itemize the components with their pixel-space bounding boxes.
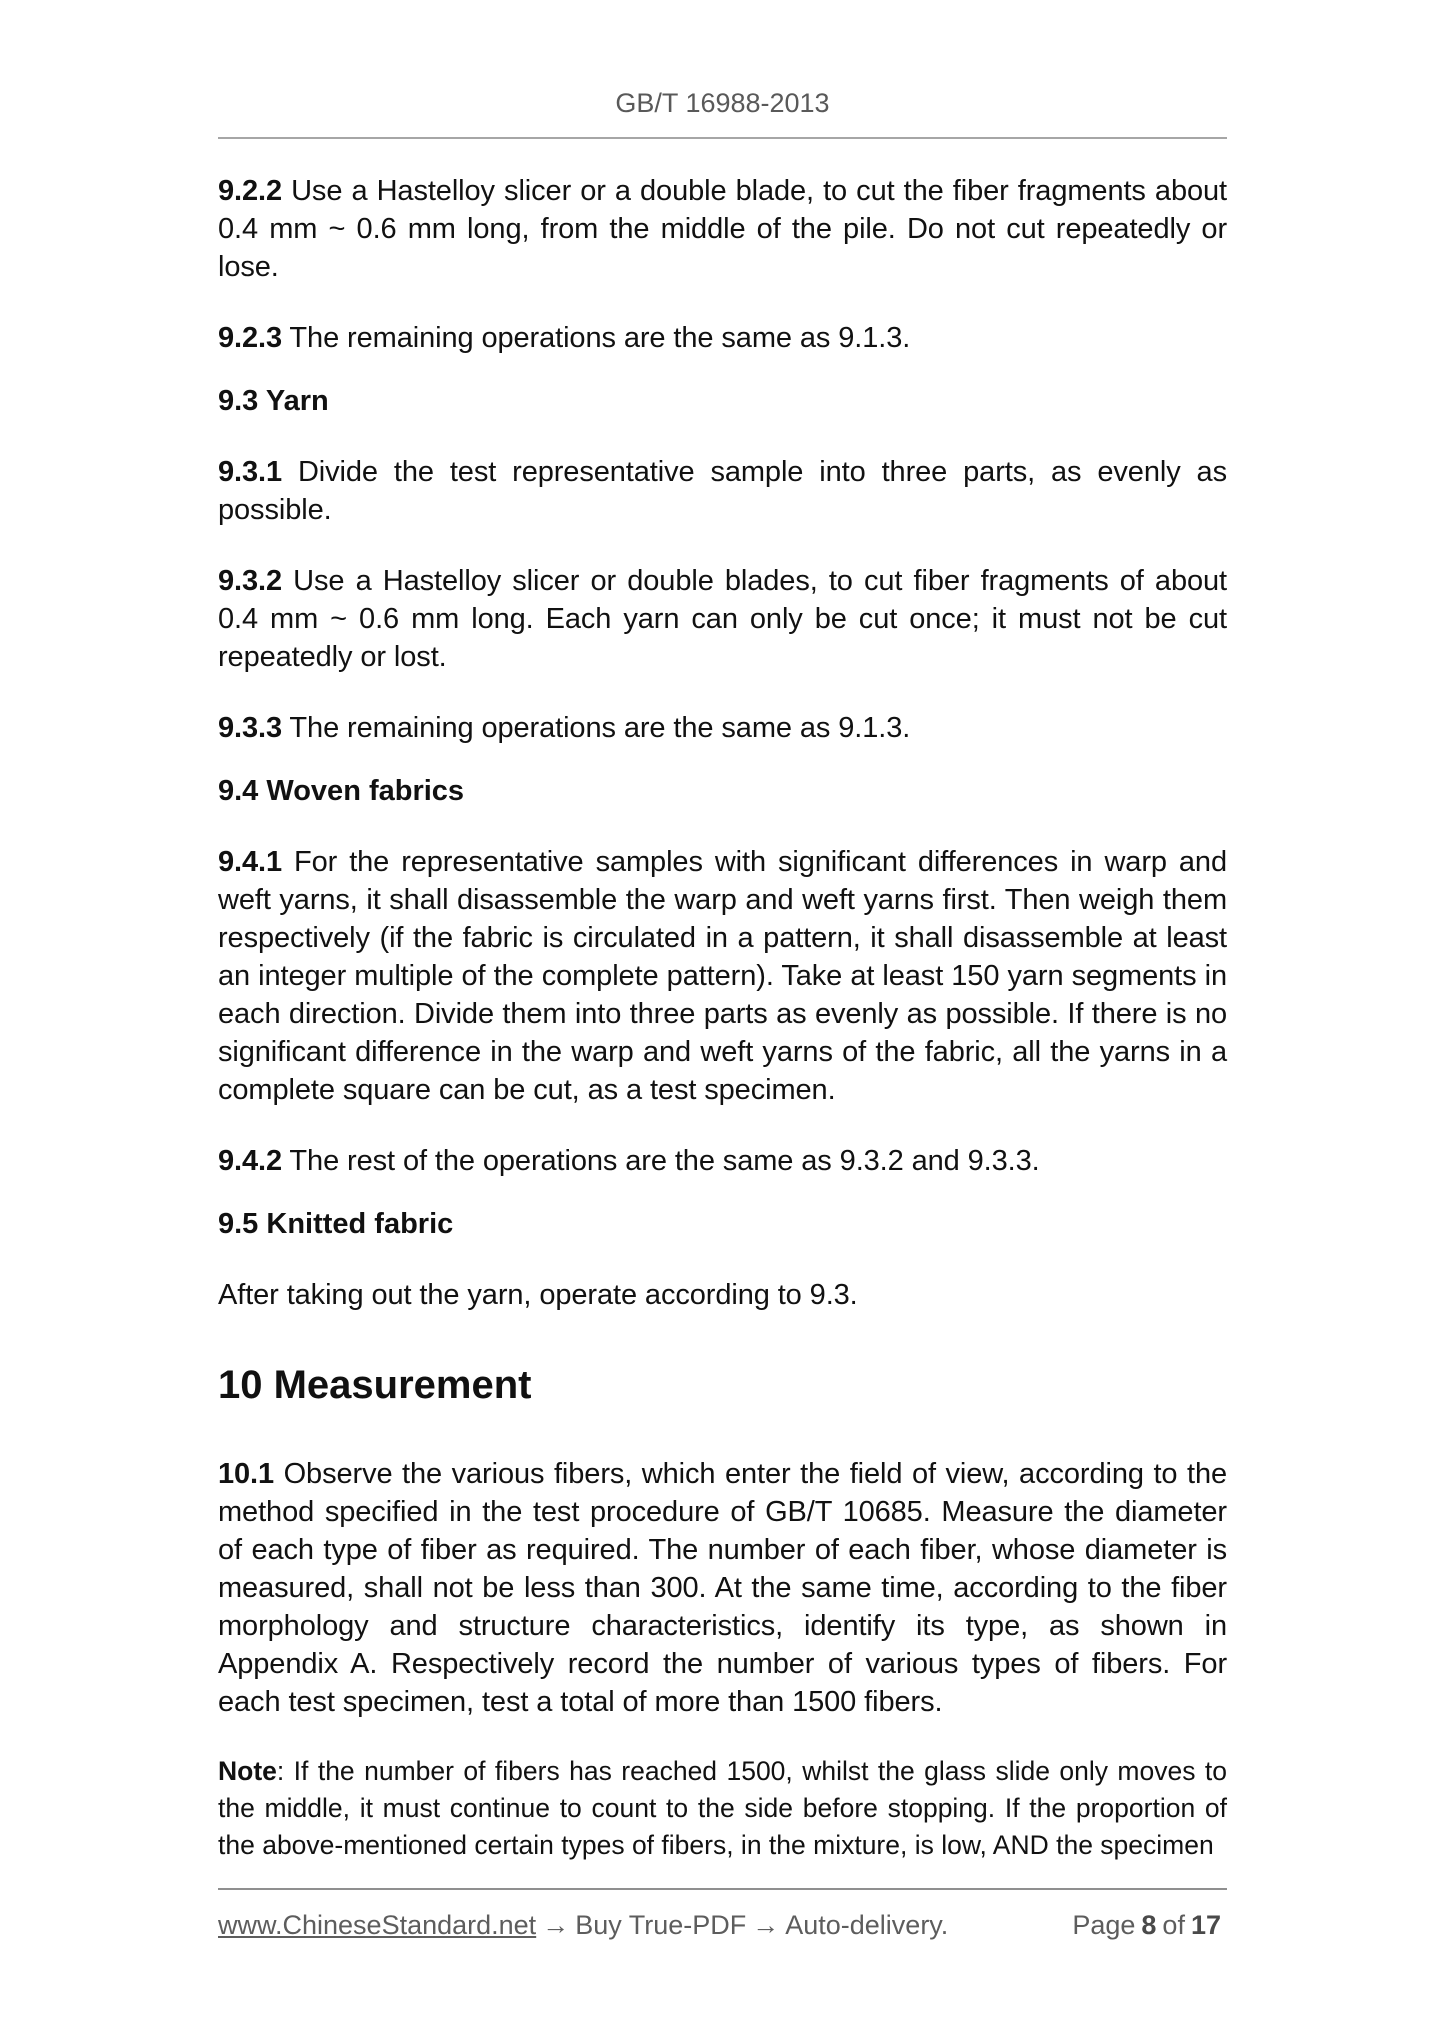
paragraph-9-3-1: [218, 453, 1227, 529]
footer-action-buy: Buy True-PDF: [575, 1910, 747, 1940]
section-number: 9.3.2: [218, 565, 282, 597]
section-text: The remaining operations are the same as 9.1.3.: [282, 712, 911, 744]
paragraph-9-3-2: [218, 562, 1227, 676]
note-paragraph: [218, 1753, 1227, 1864]
section-number: 9.2.3: [218, 322, 282, 354]
section-text: Observe the various fibers, which enter the field of view, according to the method specified in the test procedure of GB/T 10685. Measure the diameter of each type of fiber as required. The number of each fiber, whose diameter is measured, shall not be less than 300. At the same time, according to the fiber morphology and structure characteristics, identify its type, as shown in Appendix A. Respectively record the number of various types of fibers. For each test specimen, test a total of more than 1500 fibers.: [218, 1458, 1227, 1718]
paragraph-9-5-body: [218, 1276, 1227, 1314]
footer-divider: [218, 1888, 1227, 1890]
paragraph-9-4-1: [218, 843, 1227, 1109]
section-number: 9.2.2: [218, 175, 282, 207]
section-number: 9.4.1: [218, 846, 282, 878]
note-label: Note: [218, 1756, 277, 1786]
section-text: After taking out the yarn, operate according to 9.3.: [218, 1279, 858, 1311]
arrow-icon: →: [542, 1910, 570, 1940]
heading-9-5-knitted-fabric: 9.5 Knitted fabric: [218, 1208, 454, 1240]
arrow-icon: →: [752, 1910, 780, 1940]
paragraph-9-2-3: [218, 319, 1227, 357]
section-number: 9.3.3: [218, 712, 282, 744]
section-text: The rest of the operations are the same as 9.3.2 and 9.3.3.: [282, 1145, 1040, 1177]
section-text: Use a Hastelloy slicer or a double blade, to cut the fiber fragments about 0.4 mm ~ 0.6 mm long, from the middle of the pile. Do not cut repeatedly or lose.: [218, 175, 1227, 283]
note-text: : If the number of fibers has reached 1500, whilst the glass slide only moves to the middle, it must continue to count to the side before stopping. If the proportion of the above-mentioned certain types of fibers, in the mixture, is low, AND the specimen: [218, 1756, 1227, 1860]
current-page-number: 8: [1141, 1910, 1157, 1940]
page-label: Page: [1072, 1910, 1136, 1940]
paragraph-9-3-3: [218, 709, 1227, 747]
section-text: The remaining operations are the same as 9.1.3.: [282, 322, 911, 354]
total-page-number: 17: [1190, 1910, 1221, 1940]
document-body: [218, 172, 1227, 1864]
heading-9-4-woven-fabrics: 9.4 Woven fabrics: [218, 775, 465, 807]
footer-row: [218, 1906, 1227, 1944]
footer-tagline: [218, 1906, 948, 1944]
heading-9-3-yarn: 9.3 Yarn: [218, 385, 329, 417]
heading-10-measurement: 10 Measurement: [218, 1363, 532, 1407]
paragraph-10-1: [218, 1455, 1227, 1721]
section-text: For the representative samples with significant differences in warp and weft yarns, it shall disassemble the warp and weft yarns first. Then weigh them respectively (if the fabric is circulated in a pattern, it shall disassemble at least an integer multiple of the complete pattern). Take at least 150 yarn segments in each direction. Divide them into three parts as evenly as possible. If there is no significant difference in the warp and weft yarns of the fabric, all the yarns in a complete square can be cut, as a test specimen.: [218, 846, 1227, 1106]
site-link[interactable]: www.ChineseStandard.net: [218, 1910, 537, 1940]
section-text: Divide the test representative sample into three parts, as evenly as possible.: [218, 456, 1227, 526]
paragraph-9-2-2: [218, 172, 1227, 286]
section-number: 9.3.1: [218, 456, 282, 488]
section-number: 9.4.2: [218, 1145, 282, 1177]
footer-action-delivery: Auto-delivery.: [785, 1910, 949, 1940]
of-label: of: [1162, 1910, 1185, 1940]
paragraph-9-4-2: [218, 1142, 1227, 1180]
section-text: Use a Hastelloy slicer or double blades, to cut fiber fragments of about 0.4 mm ~ 0.6 mm long. Each yarn can only be cut once; it must not be cut repeatedly or lost.: [218, 565, 1227, 673]
section-number: 10.1: [218, 1458, 275, 1490]
page-footer: [218, 1888, 1227, 1944]
page-indicator: [1072, 1906, 1227, 1944]
doc-number-header: GB/T 16988-2013: [615, 88, 830, 118]
header-divider: [218, 137, 1227, 139]
